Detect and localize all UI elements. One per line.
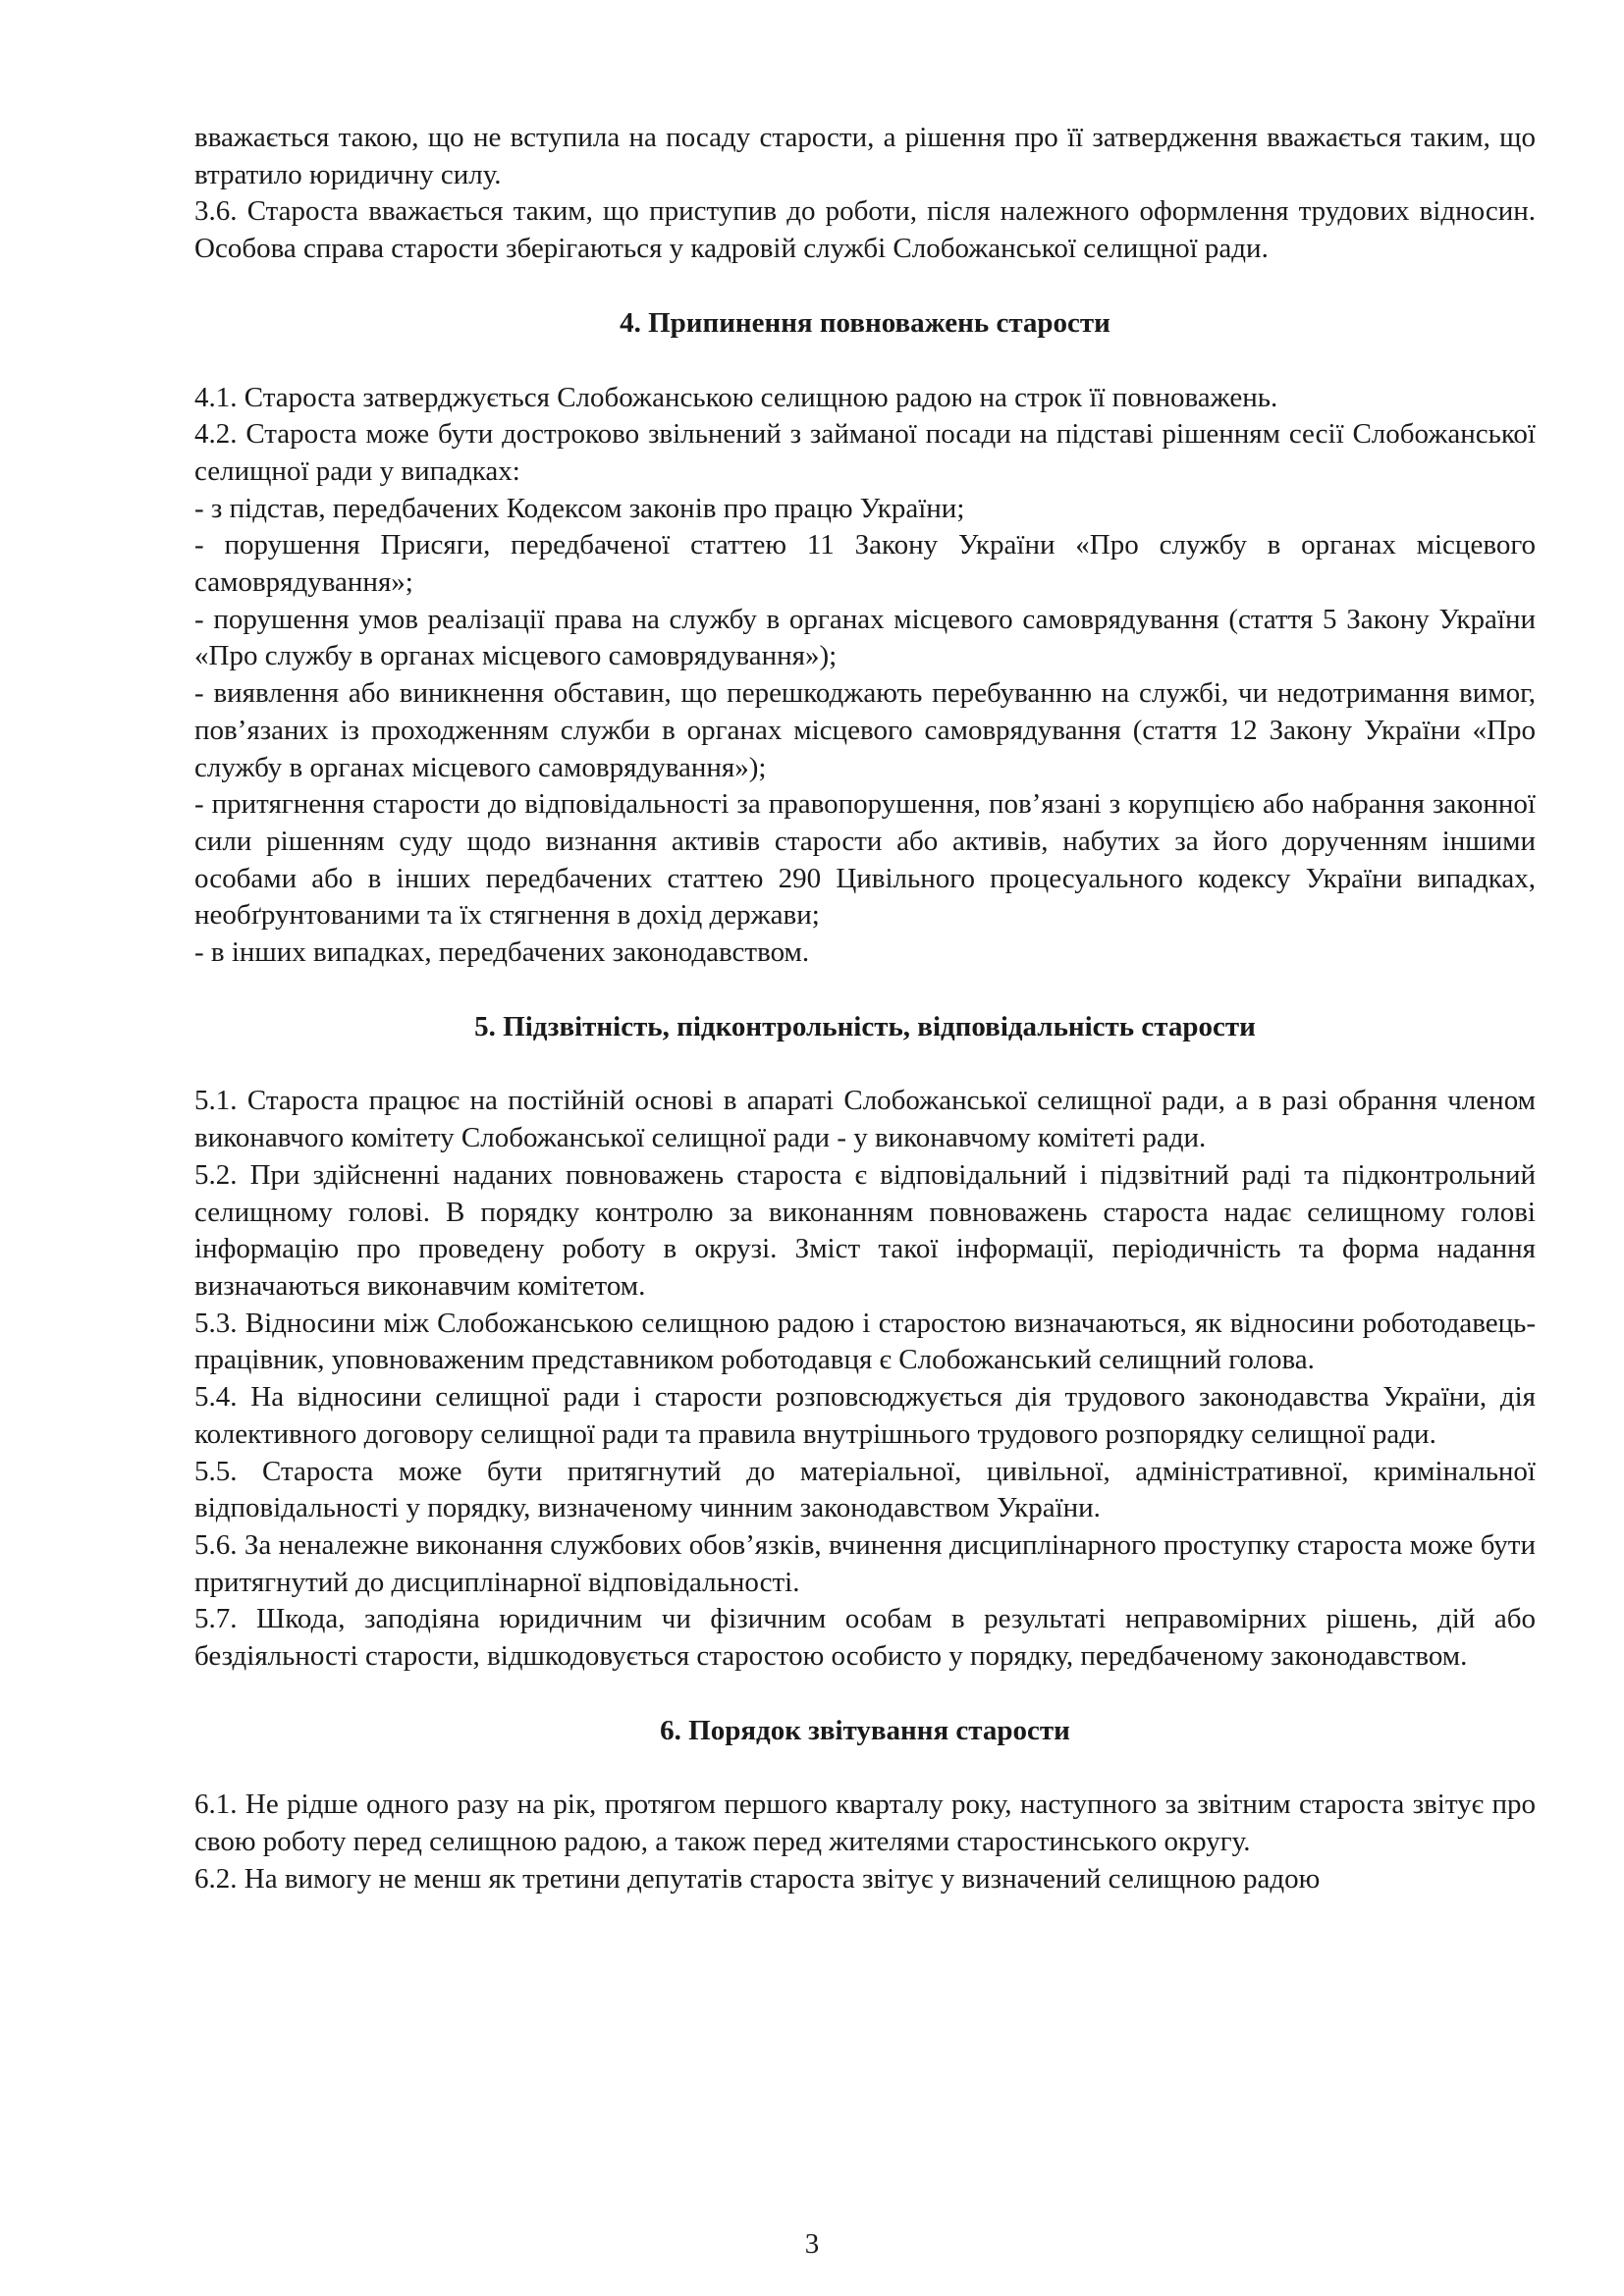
list-item: - в інших випадках, передбачених законодавством. — [194, 936, 810, 969]
list-item: - порушення умов реалізації права на службу в органах місцевого самоврядування (стаття 5 Закону України «Про службу в органах місцевого самоврядування»); — [194, 603, 1536, 672]
paragraph: 6.1. Не рідше одного разу на рік, протягом першого кварталу року, наступного за звітним староста звітує про свою роботу перед селищною радою, а також перед жителями старостинського округу. — [194, 1789, 1536, 1858]
paragraph: 5.4. На відносини селищної ради і старости розповсюджується дія трудового законодавства України, дія колективного договору селищної ради та правила внутрішнього трудового розпорядку селищної ради. — [194, 1381, 1536, 1450]
section-heading: 5. Підзвітність, підконтрольність, відповідальність старости — [474, 1010, 1256, 1042]
paragraph: 4.2. Староста може бути достроково звільнений з займаної посади на підставі рішенням сесії Слобожанської селищної ради у випадках: — [194, 418, 1536, 487]
paragraph: 3.6. Староста вважається таким, що приступив до роботи, після належного оформлення трудових відносин. Особова справа старости зберігаються у кадровій службі Слобожанської селищної ради. — [194, 195, 1536, 265]
paragraph: 5.6. За неналежне виконання службових обов’язків, вчинення дисциплінарного проступку староста може бути притягнутий до дисциплінарної відповідальності. — [194, 1528, 1536, 1598]
list-item: - з підстав, передбачених Кодексом законів про працю України; — [194, 492, 965, 524]
section-heading: 6. Порядок звітування старости — [660, 1714, 1070, 1746]
paragraph: 5.1. Староста працює на постійній основі в апараті Слобожанської селищної ради, а в разі обрання членом виконавчого комітету Слобожанської селищної ради - у виконавчому комітеті ради. — [194, 1085, 1536, 1154]
paragraph: 4.1. Староста затверджується Слобожанською селищною радою на строк її повноважень. — [194, 381, 1278, 413]
page-number: 3 — [804, 2228, 820, 2260]
list-item: - порушення Присяги, передбаченої статтею 11 Закону України «Про службу в органах місцевого самоврядування»; — [194, 529, 1536, 599]
paragraph: 6.2. На вимогу не менш як третини депутатів староста звітує у визначений селищною радою — [194, 1862, 1321, 1895]
paragraph: 5.5. Староста може бути притягнутий до матеріальної, цивільної, адміністративної, кримінальної відповідальності у порядку, визначеному чинним законодавством України. — [194, 1455, 1536, 1524]
paragraph: вважається такою, що не вступила на посаду старости, а рішення про її затвердження вважається таким, що втратило юридичну силу. — [194, 122, 1536, 190]
paragraph: 5.2. При здійсненні наданих повноважень староста є відповідальний і підзвітний раді та підконтрольний селищному голові. В порядку контролю за виконанням повноважень староста надає селищному голові інформацію про проведену роботу в окрузі. Зміст такої інформації, періодичність та форма надання визначаються виконавчим комітетом. — [194, 1158, 1536, 1302]
paragraph: 5.3. Відносини між Слобожанською селищною радою і старостою визначаються, як відносини роботодавець-працівник, уповноваженим представником роботодавця є Слобожанський селищний голова. — [194, 1307, 1536, 1376]
paragraph: 5.7. Шкода, заподіяна юридичним чи фізичним особам в результаті неправомірних рішень, дій або бездіяльності старости, відшкодовується старостою особисто у порядку, передбаченому законодавством. — [194, 1603, 1536, 1673]
document-page — [194, 120, 1536, 1898]
list-item: - виявлення або виникнення обставин, що перешкоджають перебуванню на службі, чи недотримання вимог, пов’язаних із проходженням служби в органах місцевого самоврядування (стаття 12 Закону України «Про службу в органах місцевого самоврядування»); — [194, 677, 1536, 783]
list-item: - притягнення старости до відповідальності за правопорушення, пов’язані з корупцією або набрання законної сили рішенням суду щодо визнання активів старости або активів, набутих за його дорученням іншими особами або в інших передбачених статтею 290 Цивільного процесуального кодексу України випадках, необґрунтованими та їх стягнення в дохід держави; — [194, 788, 1536, 932]
section-heading: 4. Припинення повноважень старости — [620, 306, 1110, 339]
